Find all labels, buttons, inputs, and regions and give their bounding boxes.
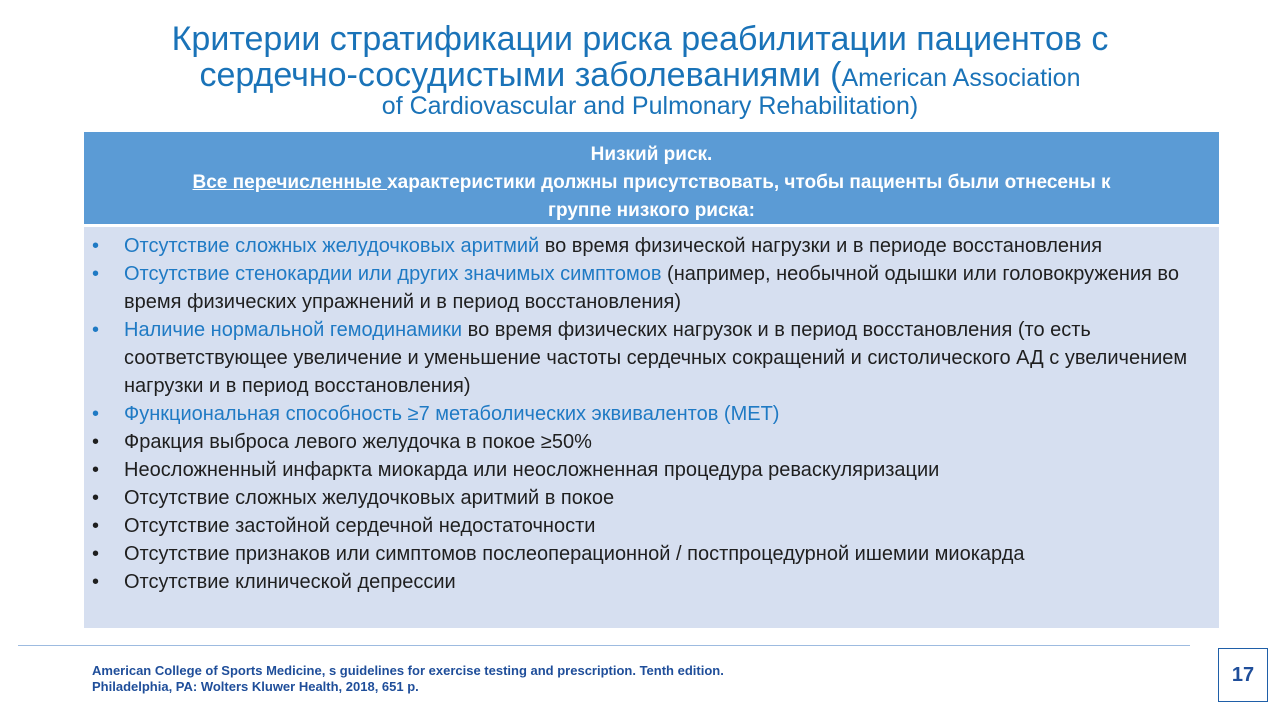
header-instruction-rest: характеристики должны присутствовать, чтобы пациенты были отнесены к (387, 172, 1111, 193)
criteria-highlight: Отсутствие стенокардии или других значимых симптомов (124, 263, 662, 285)
header-underlined-text: Все перечисленные (192, 172, 388, 193)
header-instruction (84, 172, 1219, 194)
bullet-icon: • (92, 515, 100, 537)
header-instruction-end: группе низкого риска: (548, 200, 755, 221)
title-line-2-org: American Association (841, 64, 1081, 92)
criteria-text: Отсутствие застойной сердечной недостаточности (124, 515, 596, 537)
citation-line-2: Philadelphia, PA: Wolters Kluwer Health, 2018, 651 p. (92, 679, 419, 694)
risk-level-label: Низкий риск. (590, 144, 713, 165)
citation-line-1: American College of Sports Medicine, s guidelines for exercise testing and prescription. Tenth edition. (92, 663, 724, 678)
footer-divider (18, 645, 1190, 646)
criteria-item (84, 400, 1219, 428)
bullet-icon: • (92, 235, 100, 257)
bullet-icon: • (92, 459, 100, 481)
bullet-icon: • (92, 543, 100, 565)
criteria-highlight: Наличие нормальной гемодинамики (124, 319, 463, 341)
criteria-item (84, 456, 1219, 484)
bullet-icon: • (92, 431, 100, 453)
criteria-text: Фракция выброса левого желудочка в покое ≥50% (124, 431, 592, 453)
criteria-item (84, 316, 1219, 400)
criteria-item (84, 428, 1219, 456)
criteria-text: Отсутствие сложных желудочковых аритмий в покое (124, 487, 615, 509)
title-line-2 (200, 56, 1081, 94)
criteria-item (84, 260, 1219, 316)
criteria-list (84, 232, 1219, 596)
page-number: 17 (1218, 648, 1268, 702)
criteria-item (84, 512, 1219, 540)
criteria-item (84, 232, 1219, 260)
title-line-3: of Cardiovascular and Pulmonary Rehabilitation) (381, 92, 919, 120)
criteria-item (84, 484, 1219, 512)
header-divider (84, 224, 1219, 227)
bullet-icon: • (92, 319, 100, 341)
criteria-text: Неосложненный инфаркта миокарда или неосложненная процедура реваскуляризации (124, 459, 940, 481)
slide-title (60, 22, 1220, 119)
criteria-panel (84, 132, 1219, 628)
bullet-icon: • (92, 571, 100, 593)
criteria-text: во время физических нагрузок и в период восстановления (то есть соответствующее увеличение и уменьшение частоты сердечных сокращений и систолического АД с увеличением нагрузки и в период восстановления) (124, 319, 1188, 397)
criteria-text: (например, необычной одышки или головокружения во время физических упражнений и в период восстановления) (124, 263, 1179, 313)
title-line-2-main: сердечно-сосудистыми заболеваниями ( (199, 56, 842, 94)
bullet-icon: • (92, 403, 100, 425)
criteria-text: Отсутствие признаков или симптомов послеоперационной / постпроцедурной ишемии миокарда (124, 543, 1025, 565)
criteria-item (84, 568, 1219, 596)
bullet-icon: • (92, 263, 100, 285)
criteria-header (84, 132, 1219, 224)
criteria-item (84, 540, 1219, 568)
citation (92, 663, 724, 695)
criteria-text: во время физической нагрузки и в периоде восстановления (539, 235, 1103, 257)
bullet-icon: • (92, 487, 100, 509)
criteria-highlight: Отсутствие сложных желудочковых аритмий (124, 235, 540, 257)
criteria-highlight: Функциональная способность ≥7 метаболических эквивалентов (МЕТ) (124, 403, 780, 425)
criteria-text: Отсутствие клинической депрессии (124, 571, 456, 593)
title-line-1: Критерии стратификации риска реабилитации пациентов с (171, 20, 1109, 58)
